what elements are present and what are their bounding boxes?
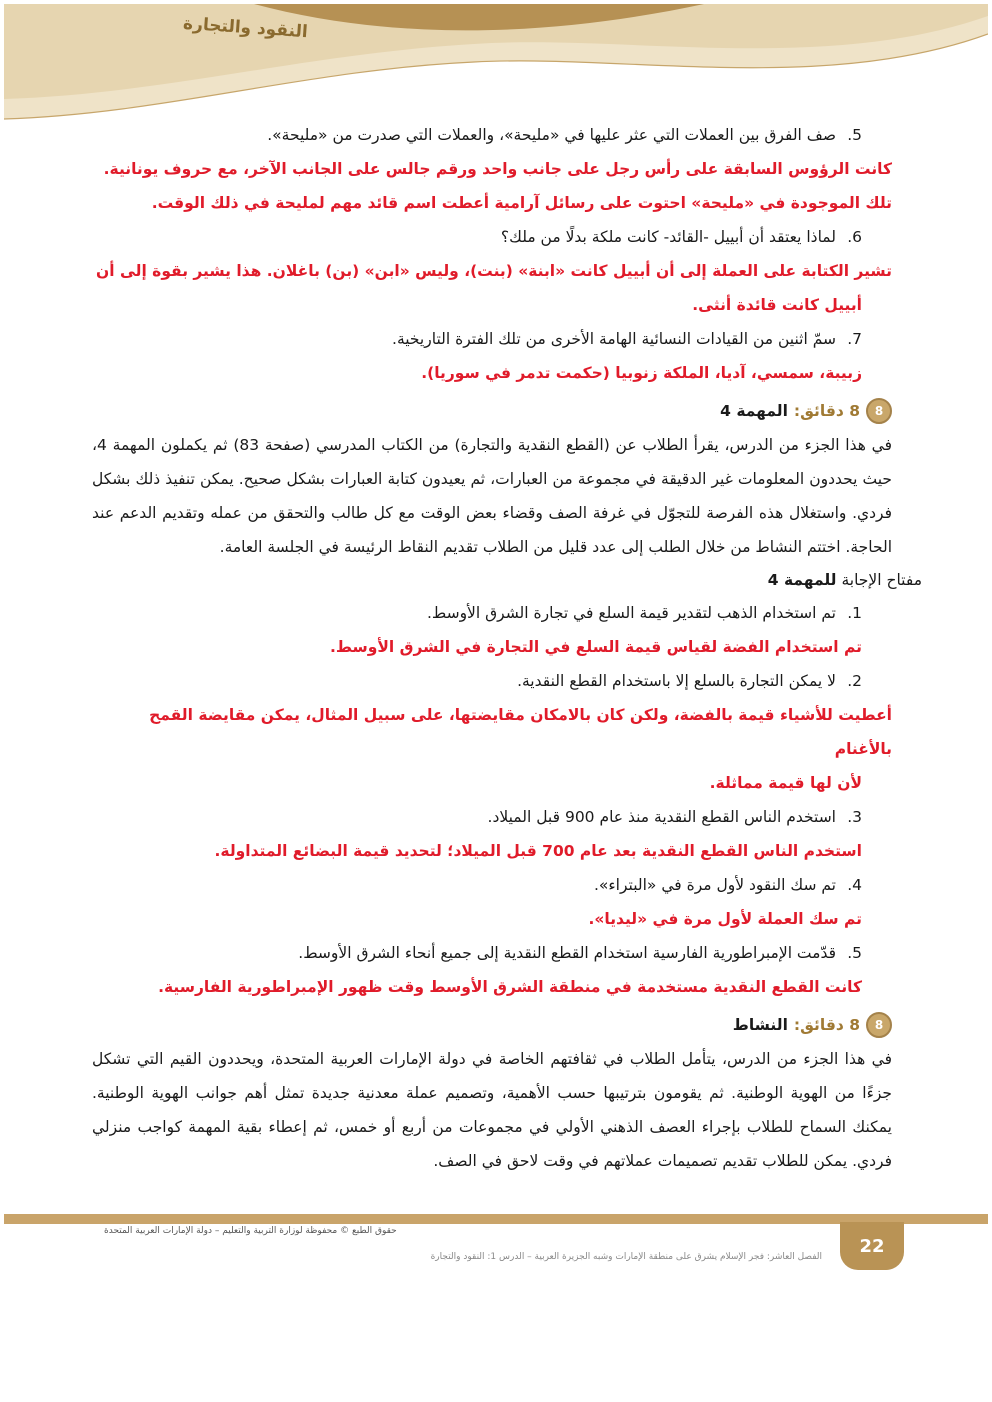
question-text: 2.لا يمكن التجارة بالسلع إلا باستخدام القطع النقدية. (517, 672, 862, 690)
question-text: 6.لماذا يعتقد أن أبييل -القائد- كانت ملكة بدلًا من ملك؟ (500, 228, 862, 246)
chapter-title: النقود والتجارة (182, 13, 309, 43)
header-wave-decoration (4, 4, 988, 134)
question-text: 5.صف الفرق بين العملات التي عثر عليها في «مليحة»، والعملات التي صدرت من «مليحة». (267, 126, 862, 144)
answer-line: تم سك العملة لأول مرة في «ليديا». (588, 910, 862, 928)
answer-key-title: مفتاح الإجابة للمهمة 4 (767, 571, 922, 589)
section-minutes: 8 دقائق: (793, 402, 860, 420)
answer-line: زبيبة، سمسي، آديا، الملكة زنوبيا (حكمت تدمر في سوريا). (421, 364, 862, 382)
question-block-4b (92, 868, 892, 936)
question-block-5b (92, 936, 892, 1004)
clock-icon: 8 (866, 1012, 892, 1038)
section-title: المهمة 4 (720, 402, 788, 420)
answer-line: أعطيت للأشياء قيمة بالفضة، ولكن كان بالامكان مقايضتها، على سبيل المثال، يمكن مقايضة القمح بالأغنام (149, 706, 892, 758)
question-text: 4.تم سك النقود لأول مرة في «البتراء». (593, 876, 862, 894)
answer-line: تم استخدام الفضة لقياس قيمة السلع في التجارة في الشرق الأوسط. (330, 638, 862, 656)
question-block-1b (92, 596, 892, 664)
question-block-3b (92, 800, 892, 868)
section-header-activity (92, 1008, 892, 1042)
copyright-text: حقوق الطبع © محفوظة لوزارة التربية والتعليم – دولة الإمارات العربية المتحدة (104, 1226, 397, 1236)
question-block-7a (92, 322, 892, 390)
section-minutes: 8 دقائق: (793, 1016, 860, 1034)
question-text: 1.تم استخدام الذهب لتقدير قيمة السلع في تجارة الشرق الأوسط. (426, 604, 862, 622)
answer-line: لأن لها قيمة مماثلة. (709, 774, 862, 792)
question-text: 5.قدّمت الإمبراطورية الفارسية استخدام القطع النقدية إلى جميع أنحاء الشرق الأوسط. (298, 944, 862, 962)
section-paragraph: في هذا الجزء من الدرس، يقرأ الطلاب عن (القطع النقدية والتجارة) من الكتاب المدرسي (صفحة 83) ثم يكملون المهمة 4، حيث يحددون المعلومات غير الدقيقة في مجموعة من العبارات، ثم يعيدون كتابة العبارات بشكل صحيح. يمكن تنفيذ ذلك بشكل فردي. واستغلال هذه الفرصة للتجوّل في غرفة الصف وقضاء بعض الوقت مع كل طالب والتحقق من عمله وتقديم الدعم عند الحاجة. اختتم النشاط من خلال الطلب إلى عدد قليل من الطلاب تقديم النقاط الرئيسة في الجلسة العامة. (92, 436, 892, 556)
question-text: 3.استخدم الناس القطع النقدية منذ عام 900 قبل الميلاد. (487, 808, 862, 826)
question-block-6a (92, 220, 892, 322)
page-number: 22 (840, 1222, 904, 1270)
answer-line: كانت الرؤوس السابقة على رأس رجل على جانب واحد ورقم جالس على الجانب الآخر، مع حروف يونانية. (103, 160, 892, 178)
question-text: 7.سمّ اثنين من القيادات النسائية الهامة الأخرى من تلك الفترة التاريخية. (392, 330, 862, 348)
answer-line: استخدم الناس القطع النقدية بعد عام 700 قبل الميلاد؛ لتحديد قيمة البضائع المتداولة. (214, 842, 862, 860)
clock-icon: 8 (866, 398, 892, 424)
answer-line: تلك الموجودة في «مليحة» احتوت على رسائل آرامية أعطت اسم قائد مهم لمليحة في ذلك الوقت. (151, 194, 892, 212)
chapter-footer-text: الفصل العاشر: فجر الإسلام يشرق على منطقة الإمارات وشبه الجزيرة العربية – الدرس 1: النقود والتجارة (430, 1252, 822, 1262)
section-paragraph: في هذا الجزء من الدرس، يتأمل الطلاب في ثقافتهم الخاصة في دولة الإمارات العربية المتحدة، ويحددون القيم التي تشكل جزءًا من الهوية الوطنية. ثم يقومون بترتيبها حسب الأهمية، وتصميم عملة معدنية جديدة تمثل أهم جوانب الهوية الوطنية. يمكنك السماح للطلاب بإجراء العصف الذهني الأولي في مجموعات من أربع أو خمس، ثم إعطاء بقية المهمة كواجب منزلي فردي. يمكن للطلاب تقديم تصميمات عملاتهم في وقت لاحق في الصف. (92, 1050, 892, 1170)
question-block-2b (92, 664, 892, 800)
question-block-5a (92, 118, 892, 220)
answer-line: كانت القطع النقدية مستخدمة في منطقة الشرق الأوسط وقت ظهور الإمبراطورية الفارسية. (158, 978, 862, 996)
answer-line: أبييل كانت قائدة أنثى. (692, 296, 862, 314)
section-title: النشاط (732, 1016, 788, 1034)
answer-line: تشير الكتابة على العملة إلى أن أبييل كانت «ابنة» (بنت)، وليس «ابن» (بن) باغلان. هذا يشير بقوة إلى أن (96, 262, 892, 280)
main-content (92, 118, 922, 1178)
section-header-task4 (92, 394, 892, 428)
